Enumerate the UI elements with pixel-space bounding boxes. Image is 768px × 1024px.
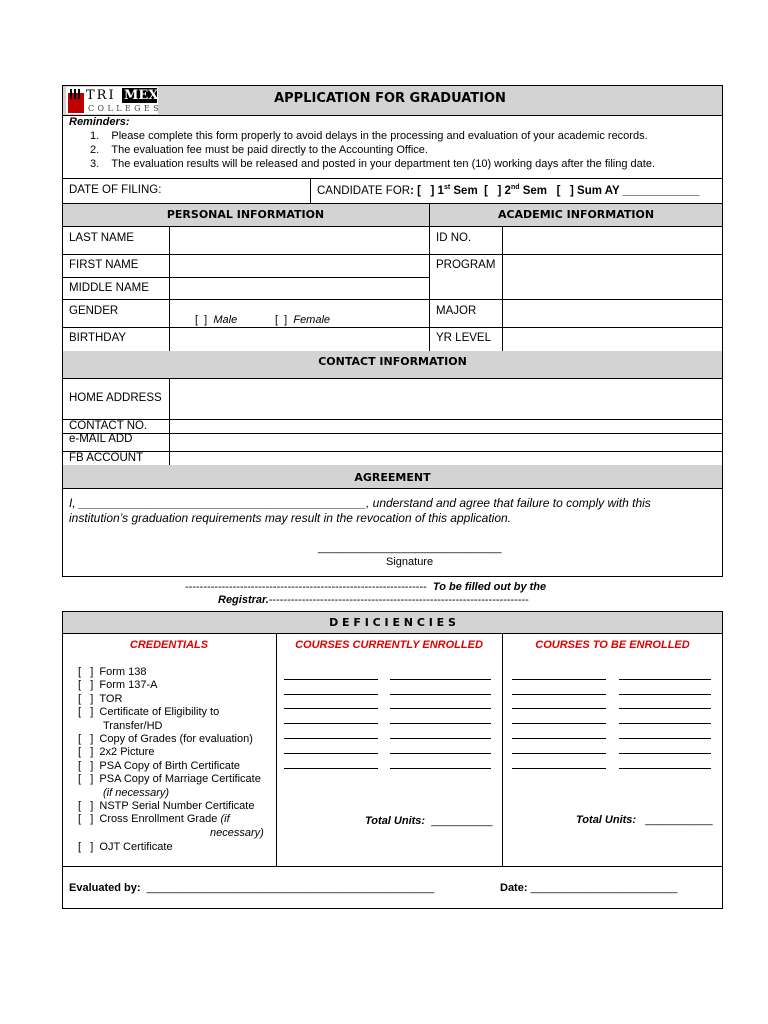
date-of-filing-label: DATE OF FILING: (69, 184, 162, 196)
credential-checkbox-form138[interactable]: [ ] Form 138 (78, 666, 147, 678)
logo-subtitle: COLLEGES (88, 104, 163, 113)
course-blank-line[interactable] (512, 694, 606, 695)
course-blank-line[interactable] (512, 768, 606, 769)
evaluated-date-field[interactable]: ________________________ (530, 882, 678, 894)
first-name-field[interactable] (170, 255, 429, 277)
total-units-current: Total Units: __________ (365, 815, 493, 827)
course-blank-line[interactable] (284, 723, 378, 724)
course-blank-line[interactable] (284, 694, 378, 695)
yr-level-field[interactable] (503, 328, 722, 351)
fb-account-field[interactable] (170, 452, 722, 465)
course-blank-line[interactable] (619, 679, 711, 680)
divider (310, 179, 311, 204)
credential-eligibility-cont: Transfer/HD (103, 719, 163, 732)
middle-name-label: MIDDLE NAME (69, 282, 149, 294)
logo-mex: MEX (124, 88, 159, 103)
email-field[interactable] (170, 434, 722, 451)
reminders-heading: Reminders: (69, 116, 130, 128)
agreement-header: AGREEMENT (354, 471, 431, 484)
birthday-field[interactable] (170, 328, 429, 351)
yr-level-label: YR LEVEL (436, 332, 491, 344)
contact-info-header: CONTACT INFORMATION (318, 355, 467, 368)
id-no-label: ID NO. (436, 232, 472, 244)
reminders-list (90, 129, 655, 171)
course-blank-line[interactable] (390, 679, 491, 680)
course-blank-line[interactable] (512, 708, 606, 709)
credential-checkbox-birth-cert[interactable]: [ ] PSA Copy of Birth Certificate (78, 759, 241, 772)
credential-checkbox-form137a[interactable]: [ ] Form 137-A (78, 679, 158, 692)
credential-marriage-note: (if necessary) (103, 786, 170, 799)
total-units-current-field[interactable]: __________ (431, 815, 493, 827)
logo-tri: TRI (86, 88, 116, 103)
course-blank-line[interactable] (390, 694, 491, 695)
credential-checkbox-grades[interactable]: [ ] Copy of Grades (for evaluation) (78, 733, 253, 746)
last-name-field[interactable] (170, 227, 429, 254)
credentials-header: CREDENTIALS (129, 639, 209, 651)
candidate-for: CANDIDATE FOR: [ ] 1st Sem [ ] 2nd Sem [ ] Sum AY ____________ (317, 184, 700, 197)
course-blank-line[interactable] (390, 753, 491, 754)
deficiencies-header: D E F I C I E N C I E S (329, 616, 456, 629)
home-address-label: HOME ADDRESS (69, 392, 162, 404)
course-blank-line[interactable] (284, 708, 378, 709)
registrar-note-line2: Registrar.----------------------------------------------------------------------- (218, 594, 529, 606)
logo (66, 87, 163, 114)
course-blank-line[interactable] (619, 694, 711, 695)
evaluated-by: Evaluated by: _______________________________________________ (69, 882, 435, 894)
course-blank-line[interactable] (619, 708, 711, 709)
credential-checkbox-ojt[interactable]: [ ] OJT Certificate (78, 841, 173, 854)
major-label: MAJOR (436, 305, 477, 317)
academic-info-header: ACADEMIC INFORMATION (497, 208, 655, 221)
credential-checkbox-marriage-cert[interactable]: [ ] PSA Copy of Marriage Certificate (78, 773, 261, 786)
birthday-label: BIRTHDAY (69, 332, 127, 344)
credential-checkbox-eligibility[interactable]: [ ] Certificate of Eligibility to (78, 706, 220, 719)
email-label: e-MAIL ADD (69, 433, 133, 445)
personal-info-header: PERSONAL INFORMATION (166, 208, 325, 221)
id-no-field[interactable] (503, 227, 722, 254)
home-address-field[interactable] (170, 379, 722, 419)
course-blank-line[interactable] (512, 738, 606, 739)
reminder-item: 1. Please complete this form properly to avoid delays in the processing and evaluation of your academic records. (90, 130, 648, 142)
page-title: APPLICATION FOR GRADUATION (274, 91, 506, 106)
gender-female-option[interactable]: [ ] Female (275, 314, 331, 326)
credentials-list (78, 666, 264, 855)
course-blank-line[interactable] (284, 738, 378, 739)
signature-label: Signature (386, 556, 434, 568)
evaluated-by-field[interactable]: _______________________________________________ (146, 882, 435, 894)
major-field[interactable] (503, 300, 722, 327)
divider (276, 633, 277, 867)
course-blank-line[interactable] (390, 768, 491, 769)
course-blank-line[interactable] (390, 723, 491, 724)
course-blank-line[interactable] (619, 753, 711, 754)
divider (502, 633, 503, 867)
middle-name-field[interactable] (170, 278, 429, 299)
course-blank-line[interactable] (390, 738, 491, 739)
course-blank-line[interactable] (619, 768, 711, 769)
evaluated-date: Date: ________________________ (500, 882, 678, 894)
courses-tobe-header: COURSES TO BE ENROLLED (535, 639, 690, 651)
first-name-label: FIRST NAME (69, 259, 139, 271)
gender-label: GENDER (69, 305, 119, 317)
program-field[interactable] (503, 255, 722, 299)
gender-male-option[interactable]: [ ] Male (195, 314, 238, 326)
credential-checkbox-tor[interactable]: [ ] TOR (78, 692, 123, 705)
course-blank-line[interactable] (390, 708, 491, 709)
credential-cross-note: necessary) (210, 826, 264, 839)
total-units-tobe: Total Units: ___________ (576, 814, 713, 826)
course-blank-line[interactable] (619, 723, 711, 724)
contact-no-label: CONTACT NO. (69, 420, 148, 432)
course-blank-line[interactable] (512, 723, 606, 724)
fb-account-label: FB ACCOUNT (69, 452, 144, 464)
course-blank-line[interactable] (619, 738, 711, 739)
credential-checkbox-picture[interactable]: [ ] 2x2 Picture (78, 746, 155, 759)
course-blank-line[interactable] (512, 679, 606, 680)
total-units-tobe-field[interactable]: ___________ (645, 814, 713, 826)
reminder-item: 3. The evaluation results will be released and posted in your department ten (10) working days after the filing date. (90, 158, 655, 170)
course-blank-line[interactable] (284, 753, 378, 754)
course-blank-line[interactable] (512, 753, 606, 754)
last-name-label: LAST NAME (69, 232, 134, 244)
course-blank-line[interactable] (284, 679, 378, 680)
course-blank-line[interactable] (284, 768, 378, 769)
credential-checkbox-nstp[interactable]: [ ] NSTP Serial Number Certificate (78, 800, 255, 813)
program-label: PROGRAM (436, 259, 496, 271)
signature-line[interactable]: ______________________________ (318, 542, 502, 554)
reminder-item: 2. The evaluation fee must be paid directly to the Accounting Office. (90, 144, 428, 156)
courses-current-header: COURSES CURRENTLY ENROLLED (295, 639, 483, 651)
contact-no-field[interactable] (170, 420, 722, 433)
agreement-text: I, ___________________________________________, understand and agree that failure to comply with this institution’s graduation requirements may result in the revocation of this application. (69, 496, 651, 525)
registrar-note-line1: ------------------------------------------------------------------ To be filled out by the (185, 581, 547, 593)
credential-checkbox-cross-enrollment[interactable]: [ ] Cross Enrollment Grade (if (78, 813, 230, 826)
